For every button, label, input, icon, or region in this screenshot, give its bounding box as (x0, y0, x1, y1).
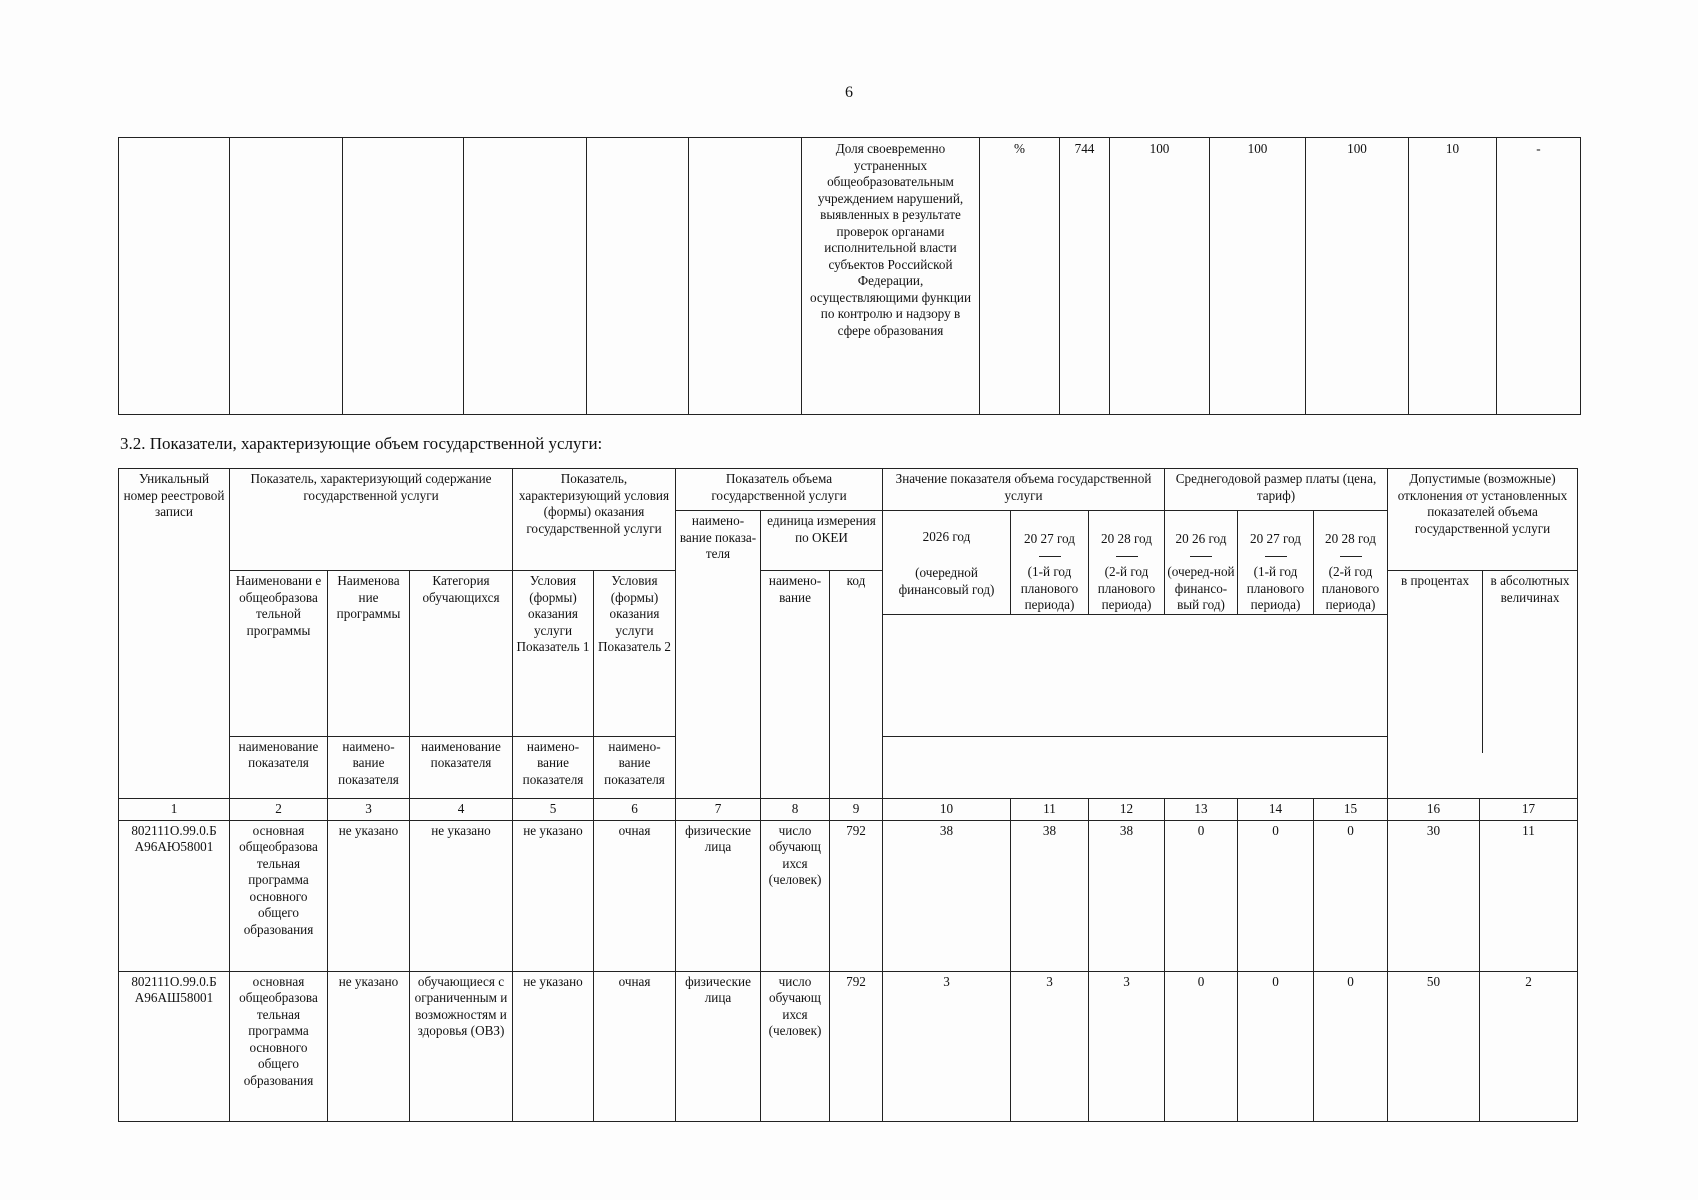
deviation-percent: 30 (1388, 820, 1480, 971)
column-number: 9 (830, 798, 883, 820)
value-2028: 3 (1089, 971, 1165, 1121)
empty-cell (343, 138, 464, 415)
column-number: 4 (410, 798, 513, 820)
program-name: не указано (328, 820, 410, 971)
header-volume-value: Значение показателя объема государственной услуги (883, 469, 1165, 511)
header-name-3: наименование показателя (410, 736, 513, 798)
header-name-2: наимено-вание показателя (328, 736, 410, 798)
fee-2027: 0 (1238, 971, 1314, 1121)
fee-2028-sub: (2-й год планового периода) (1321, 564, 1380, 612)
fee-2028: 0 (1314, 820, 1388, 971)
program-name: не указано (328, 971, 410, 1121)
value-2028: 38 (1089, 820, 1165, 971)
header-conditions-col-2: Условия (формы) оказания услуги Показатель 2 (594, 571, 676, 737)
deviation-absolute: - (1497, 138, 1581, 415)
empty-cell (464, 138, 587, 415)
column-number: 13 (1165, 798, 1238, 820)
header-year-2027 (1011, 511, 1089, 615)
year-2028-sub: (2-й год планового периода) (1097, 564, 1156, 612)
column-number: 16 (1388, 798, 1480, 820)
table-row (119, 971, 1578, 1121)
empty-cell (230, 138, 343, 415)
column-number: 10 (883, 798, 1011, 820)
column-number: 6 (594, 798, 676, 820)
empty-cell (689, 138, 802, 415)
year-underline (1340, 556, 1362, 557)
column-number: 1 (119, 798, 230, 820)
column-number: 2 (230, 798, 328, 820)
value-2026: 38 (883, 820, 1011, 971)
column-number: 7 (676, 798, 761, 820)
header-content-col-1: Наименовани е общеобразова тельной программы (230, 571, 328, 737)
fee-2026: 0 (1165, 971, 1238, 1121)
deviation-subheader (1388, 571, 1577, 753)
empty-cell (587, 138, 689, 415)
quality-indicator-name: Доля своевременно устраненных общеобразовательным учреждением нарушений, выявленных в результате проверок органами исполнительной власти субъектов Российской Федерации, осуществляющими функции по контролю и надзору в сфере образования (802, 138, 980, 415)
year-2028-num: 20 28 (1101, 531, 1131, 546)
deviation-percent: 10 (1409, 138, 1497, 415)
volume-indicators-table (118, 468, 1578, 1122)
fee-2026-sub: (очеред-ной финансо-вый год) (1167, 564, 1235, 612)
condition-1: не указано (513, 971, 594, 1121)
student-category: обучающиеся с ограниченным и возможностям и здоровья (ОВЗ) (410, 971, 513, 1121)
registry-number: 802111О.99.0.Б А96АШ58001 (119, 971, 230, 1121)
header-allowed-deviations: Допустимые (возможные) отклонения от установленных показателей объема государственной услуги (1388, 469, 1578, 571)
header-fee-2026 (1165, 511, 1238, 615)
year-underline (1039, 556, 1061, 557)
condition-2: очная (594, 971, 676, 1121)
header-year-2028 (1089, 511, 1165, 615)
year-2027-sub: (1-й год планового периода) (1020, 564, 1079, 612)
column-number: 3 (328, 798, 410, 820)
value-2027: 3 (1011, 971, 1089, 1121)
condition-1: не указано (513, 820, 594, 971)
header-unit-code: код (830, 571, 883, 799)
program-type: основная общеобразова тельная программа основного общего образования (230, 820, 328, 971)
unit-name: % (980, 138, 1060, 415)
empty-cell (119, 138, 230, 415)
value-2026: 100 (1110, 138, 1210, 415)
year-2026-label: 2026 год (922, 528, 971, 544)
year-underline (1116, 556, 1138, 557)
header-content-col-2: Наименова ние программы (328, 571, 410, 737)
header-name-1: наименование показателя (230, 736, 328, 798)
column-number: 11 (1011, 798, 1089, 820)
deviation-absolute: 11 (1480, 820, 1578, 971)
column-number: 5 (513, 798, 594, 820)
header-unique-number: Уникальный номер реестровой записи (119, 469, 230, 799)
year-underline (1265, 556, 1287, 557)
fee-2026-num: 20 26 (1175, 531, 1206, 546)
header-fee-2027 (1238, 511, 1314, 615)
student-category: не указано (410, 820, 513, 971)
header-conditions-indicator: Показатель, характеризующий условия (формы) оказания государственной услуги (513, 469, 676, 571)
column-numbers-row (119, 798, 1578, 820)
header-average-fee: Среднегодовой размер платы (цена, тариф) (1165, 469, 1388, 511)
header-name-5: наимено-вание показателя (594, 736, 676, 798)
condition-2: очная (594, 820, 676, 971)
column-number: 12 (1089, 798, 1165, 820)
value-2026: 3 (883, 971, 1011, 1121)
fee-2028: 0 (1314, 971, 1388, 1121)
table-row (119, 820, 1578, 971)
header-conditions-col-1: Условия (формы) оказания услуги Показатель 1 (513, 571, 594, 737)
page-number: 6 (845, 84, 853, 101)
fee-2028-num: 20 28 (1325, 531, 1355, 546)
header-content-col-3: Категория обучающихся (410, 571, 513, 737)
header-fee-2028 (1314, 511, 1388, 615)
header-in-absolute: в абсолютных величинах (1490, 573, 1570, 605)
section-title: 3.2. Показатели, характеризующие объем государственной услуги: (120, 434, 603, 453)
unit-code: 792 (830, 971, 883, 1121)
fee-2027-word: год (1282, 531, 1301, 546)
year-2027-num: 20 27 (1024, 531, 1054, 546)
registry-number: 802111О.99.0.Б А96АЮ58001 (119, 820, 230, 971)
header-volume-indicator: Показатель объема государственной услуги (676, 469, 883, 511)
fee-2026-word: год (1208, 531, 1227, 546)
header-name-4: наимено-вание показателя (513, 736, 594, 798)
indicator-name: физические лица (676, 820, 761, 971)
value-2027: 38 (1011, 820, 1089, 971)
quality-indicators-continuation-table (118, 137, 1581, 415)
fee-2026: 0 (1165, 820, 1238, 971)
header-year-2026 (883, 511, 1011, 615)
fee-2027-num: 20 27 (1250, 531, 1280, 546)
fee-2027: 0 (1238, 820, 1314, 971)
unit-name: число обучающ ихся (человек) (761, 971, 830, 1121)
indicator-name: физические лица (676, 971, 761, 1121)
year-underline (1190, 556, 1212, 557)
header-unit-okei: единица измерения по ОКЕИ (761, 511, 883, 571)
column-number: 17 (1480, 798, 1578, 820)
deviation-percent: 50 (1388, 971, 1480, 1121)
empty-cell (883, 614, 1388, 736)
fee-2028-word: год (1357, 531, 1376, 546)
column-number: 14 (1238, 798, 1314, 820)
program-type: основная общеобразова тельная программа основного общего образования (230, 971, 328, 1121)
year-2027-word: год (1056, 531, 1075, 546)
column-number: 15 (1314, 798, 1388, 820)
header-indicator-name: наимено-вание показа-теля (676, 511, 761, 799)
value-2028: 100 (1306, 138, 1409, 415)
unit-name: число обучающ ихся (человек) (761, 820, 830, 971)
header-content-indicator: Показатель, характеризующий содержание государственной услуги (230, 469, 513, 571)
header-deviation-subcols (1388, 571, 1578, 799)
value-2027: 100 (1210, 138, 1306, 415)
header-in-percent: в процентах (1388, 571, 1483, 753)
header-unit-name: наимено-вание (761, 571, 830, 799)
year-2026-sub: (очередной финансовый год) (898, 565, 995, 597)
empty-cell (883, 736, 1388, 798)
year-2028-word: год (1133, 531, 1152, 546)
column-number: 8 (761, 798, 830, 820)
unit-code: 792 (830, 820, 883, 971)
unit-code: 744 (1060, 138, 1110, 415)
deviation-absolute: 2 (1480, 971, 1578, 1121)
fee-2027-sub: (1-й год планового периода) (1246, 564, 1305, 612)
